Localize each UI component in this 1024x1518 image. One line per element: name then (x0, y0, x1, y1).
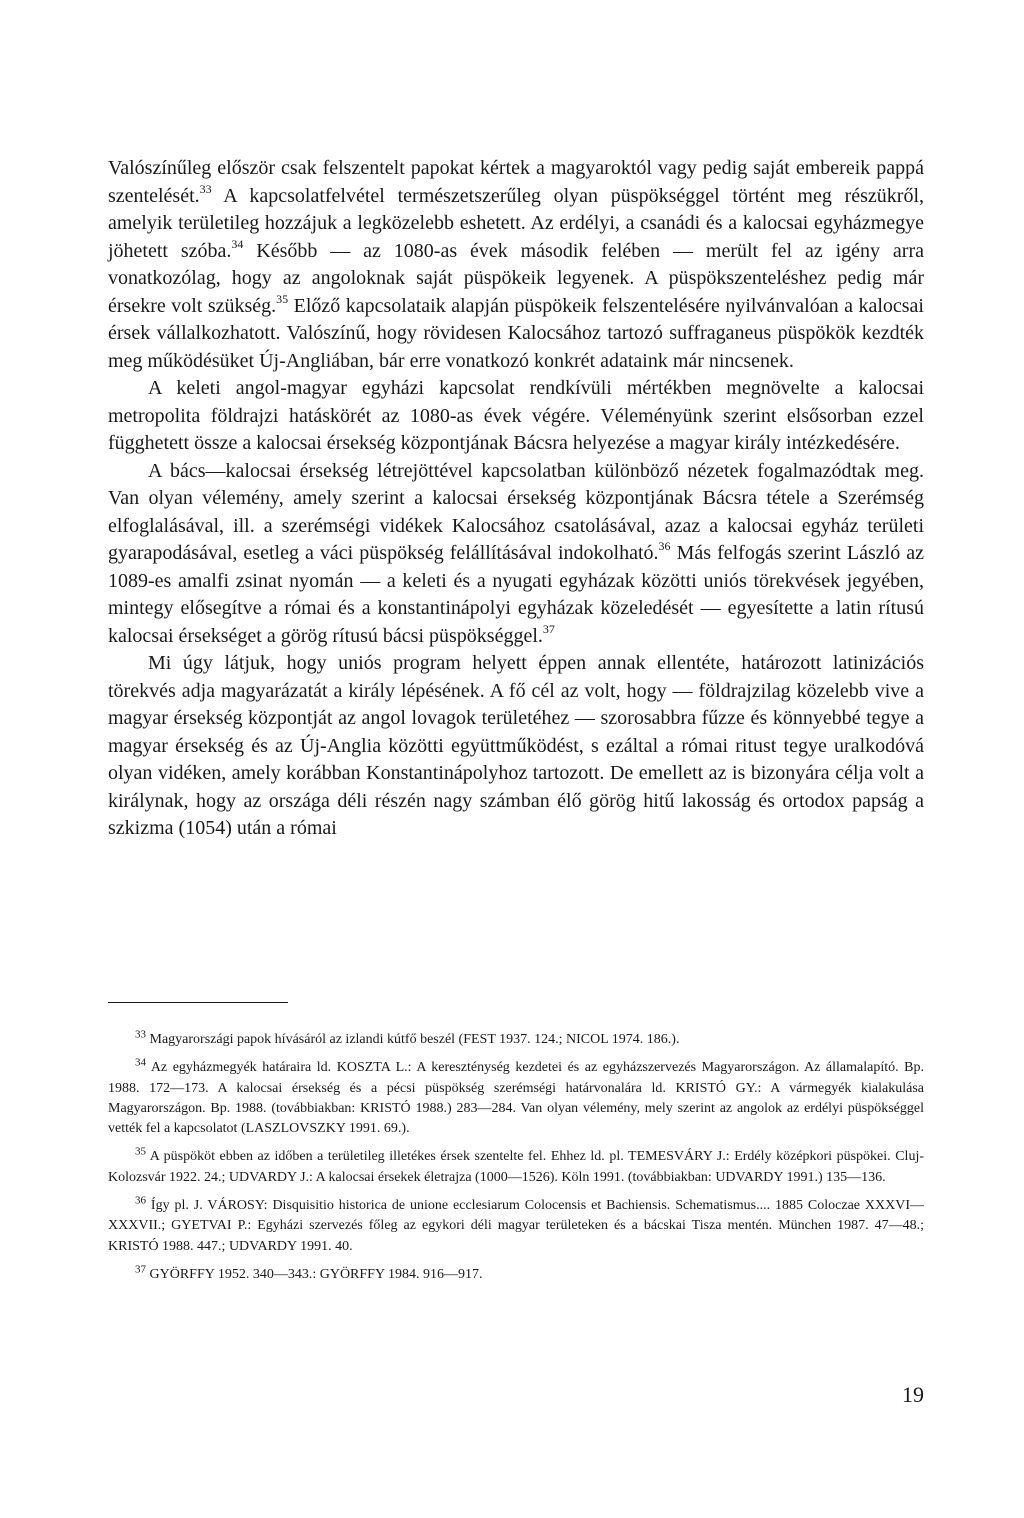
footnote-35 (108, 1147, 924, 1188)
footnote-number: 33 (135, 1028, 146, 1041)
footnote-text: GYÖRFFY 1952. 340—343.: GYÖRFFY 1984. 916—917. (149, 1266, 483, 1282)
footnote-separator (108, 1002, 288, 1003)
paragraph-1 (108, 155, 924, 375)
footnote-text: Az egyházmegyék határaira ld. KOSZTA L.: A kereszténység kezdetei és az egyházszervezés Magyarországon. Az államalapító. Bp. 1988. 172—173. A kalocsai érsekség és a pécsi püspökség szerémségi határvonalára ld. KRISTÓ GY.: A vármegyék kialakulása Magyarországon. Bp. 1988. (továbbiakban: KRISTÓ 1988.) 283—284. Van olyan vélemény, mely szerint az angolok az erdélyi püspökséggel vették fel a kapcsolatot (LASZLOVSZKY 1991. 69.). (108, 1060, 925, 1137)
main-text (108, 155, 924, 843)
paragraph-3 (108, 458, 924, 651)
footnote-33 (108, 1030, 924, 1050)
footnote-text: A püspököt ebben az időben a területileg illetékes érsek szentelte fel. Ehhez ld. pl. TEMESVÁRY J.: Erdély középkori püspökei. Cluj-Kolozsvár 1922. 24.; UDVARDY J.: A kalocsai érsekek életrajza (1000—1526). Köln 1991. (továbbiakban: UDVARDY 1991.) 135—136. (108, 1149, 924, 1185)
footnote-number: 37 (135, 1263, 146, 1276)
footnote-ref-37[interactable]: 37 (542, 621, 555, 636)
footnote-number: 34 (135, 1056, 146, 1069)
paragraph-4 (108, 650, 924, 843)
footnote-34 (108, 1058, 924, 1139)
footnote-text: Így pl. J. VÁROSY: Disquisitio historica de unione ecclesiarum Colocensis et Bachiensis. Schematismus.... 1885 Coloczae XXXVI—XXXVII.; GYETVAI P.: Egyházi szervezés főleg az egykori déli magyar területeken és a bácskai Tisza mentén. München 1987. 47—48.; KRISTÓ 1988. 447.; UDVARDY 1991. 40. (108, 1198, 924, 1254)
footnote-ref-34[interactable]: 34 (231, 236, 244, 251)
paragraph-3-text-a: A bács—kalocsai érsekség létrejöttével kapcsolatban különböző nézetek fogalmazódtak meg. Van olyan vélemény, amely szerint a kalocsai érsekség központjának Bácsra tétele a Szerémség elfoglalásával, ill. a szerémségi vidékek Kalocsához csatolásával, azaz a kalocsai egyház területi gyarapodásával, esetleg a váci püspökség felállításával indokolható. (108, 459, 924, 564)
footnote-37 (108, 1265, 924, 1285)
footnote-ref-36[interactable]: 36 (658, 539, 671, 554)
paragraph-3-text-b: Más felfogás szerint László az 1089-es amalfi zsinat nyomán — a keleti és a nyugati egyházak közötti uniós törekvések jegyében, mintegy elősegítve a római és a konstantinápolyi egyházak közeledését — egyesítette a latin rítusú kalocsai érsekséget a görög rítusú bácsi püspökséggel. (108, 542, 924, 647)
paragraph-2-text: A keleti angol-magyar egyházi kapcsolat rendkívüli mértékben megnövelte a kalocsai metropolita földrajzi hatáskörét az 1080-as évek végére. Véleményünk szerint elsősorban ezzel függhetett össze a kalocsai érsekség központjának Bácsra helyezése a magyar király intézkedésére. (108, 377, 924, 454)
footnote-number: 36 (135, 1194, 146, 1207)
paragraph-2 (108, 375, 924, 458)
footnote-ref-35[interactable]: 35 (276, 291, 289, 306)
paragraph-1-text-a: Valószínűleg először csak felszentelt papokat kértek a magyaroktól vagy pedig saját embereik pappá szentelését. (108, 157, 924, 207)
footnote-36 (108, 1196, 924, 1257)
footnote-text: Magyarországi papok hívásáról az izlandi kútfő beszél (FEST 1937. 124.; NICOL 1974. 186.). (149, 1032, 680, 1047)
paragraph-4-text: Mi úgy látjuk, hogy uniós program helyett éppen annak ellentéte, határozott latinizációs törekvés adja magyarázatát a király lépésének. A fő cél az volt, hogy — földrajzilag közelebb vive a magyar érsekség központját az angol lovagok területéhez — szorosabbra fűzze és könnyebbé tegye a magyar érsekség és az Új-Anglia közötti együttműködést, s ezáltal a római ritust tegye uralkodóvá olyan vidéken, amely korábban Konstantinápolyhoz tartozott. De emellett az is bizonyára célja volt a királynak, hogy az országa déli részén nagy számban élő görög hitű lakosság és ortodox papság a szkizma (1054) után a római (108, 652, 924, 839)
footnote-number: 35 (135, 1145, 146, 1158)
paragraph-1-text-c: Később — az 1080-as évek második felében — merült fel az igény arra vonatkozólag, hogy az angoloknak saját püspökeik legyenek. A püspökszenteléshez pedig már érsekre volt szükség. (108, 239, 924, 317)
footnotes (108, 1030, 924, 1285)
footnote-ref-33[interactable]: 33 (199, 181, 212, 196)
paragraph-1-text-b: A kapcsolatfelvétel természetszerűleg olyan püspökséggel történt meg részükről, amelyik területileg hozzájuk a legközelebb eshetett. Az erdélyi, a csanádi és a kalocsai egyházmegye jöhetett szóba. (108, 184, 924, 262)
paragraph-1-text-d: Előző kapcsolataik alapján püspökeik felszentelésére nyilvánvalóan a kalocsai érsek vállalkozhatott. Valószínű, hogy rövidesen Kalocsához tartozó suffraganeus püspökök kezdték meg működésüket Új-Angliában, bár erre vonatkozó konkrét adataink már nincsenek. (108, 294, 924, 372)
page-number: 19 (902, 1382, 924, 1407)
